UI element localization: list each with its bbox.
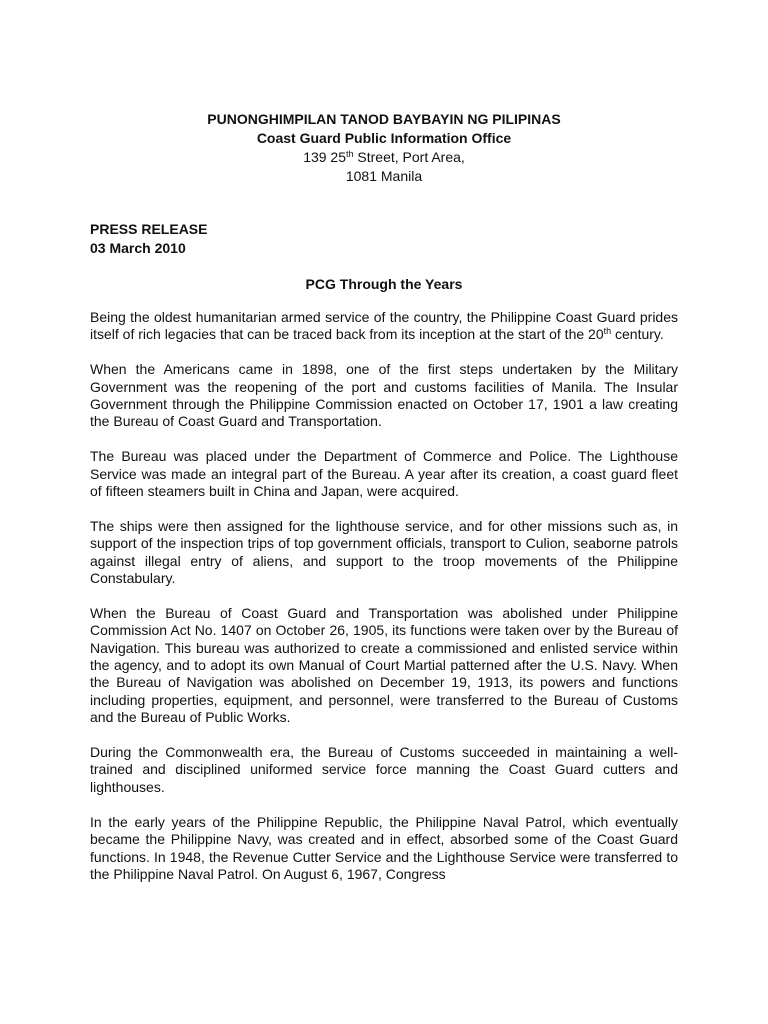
paragraph-7: In the early years of the Philippine Republic, the Philippine Naval Patrol, which eventually became the Philippine Navy, was created and in effect, absorbed some of the Coast Guard functions. In 1948, the Revenue Cutter Service and the Lighthouse Service were transferred to the Philippine Naval Patrol. On August 6, 1967, Congress (90, 813, 678, 882)
city-address: 1081 Manila (345, 168, 423, 184)
agency-name: PUNONGHIMPILAN TANOD BAYBAYIN NG PILIPINAS (207, 111, 561, 127)
street-address (90, 148, 678, 167)
street-ordinal: th (346, 149, 354, 159)
paragraph-1 (90, 309, 678, 344)
letterhead (90, 110, 678, 186)
document-title: PCG Through the Years (305, 276, 463, 292)
office-name: Coast Guard Public Information Office (256, 130, 512, 146)
press-release-header (90, 220, 678, 258)
paragraph-1-end: century. (611, 326, 664, 343)
paragraph-2: When the Americans came in 1898, one of the first steps undertaken by the Military Government was the reopening of the port and customs facilities of Manila. The Insular Government through the Philippine Commission enacted on October 17, 1901 a law creating the Bureau of Coast Guard and Transportation. (90, 361, 678, 430)
paragraph-4: The ships were then assigned for the lighthouse service, and for other missions such as, in support of the inspection trips of top government officials, transport to Culion, seaborne patrols against illegal entry of aliens, and support to the troop movements of the Philippine Constabulary. (90, 517, 678, 587)
street-rest: Street, Port Area, (353, 149, 465, 165)
paragraph-3: The Bureau was placed under the Department of Commerce and Police. The Lighthouse Service was made an integral part of the Bureau. A year after its creation, a coast guard fleet of fifteen steamers built in China and Japan, were acquired. (90, 448, 678, 500)
paragraph-1-text: Being the oldest humanitarian armed service of the country, the Philippine Coast Guard prides itself of rich legacies that can be traced back from its inception at the start of the 20 (90, 309, 678, 343)
paragraph-6: During the Commonwealth era, the Bureau of Customs succeeded in maintaining a well-trained and disciplined uniformed service force manning the Coast Guard cutters and lighthouses. (90, 744, 678, 795)
street-number: 139 25 (303, 149, 347, 165)
body-text (90, 309, 678, 901)
paragraph-5: When the Bureau of Coast Guard and Transportation was abolished under Philippine Commission Act No. 1407 on October 26, 1905, its functions were taken over by the Bureau of Navigation. This bureau was authorized to create a commissioned and enlisted service within the agency, and to adopt its own Manual of Court Martial patterned after the U.S. Navy. When the Bureau of Navigation was abolished on December 19, 1913, its powers and functions including properties, equipment, and personnel, were transferred to the Bureau of Customs and the Bureau of Public Works. (90, 604, 678, 726)
release-date: 03 March 2010 (90, 240, 186, 256)
press-release-label: PRESS RELEASE (90, 221, 208, 237)
paragraph-1-ordinal: th (603, 326, 612, 337)
